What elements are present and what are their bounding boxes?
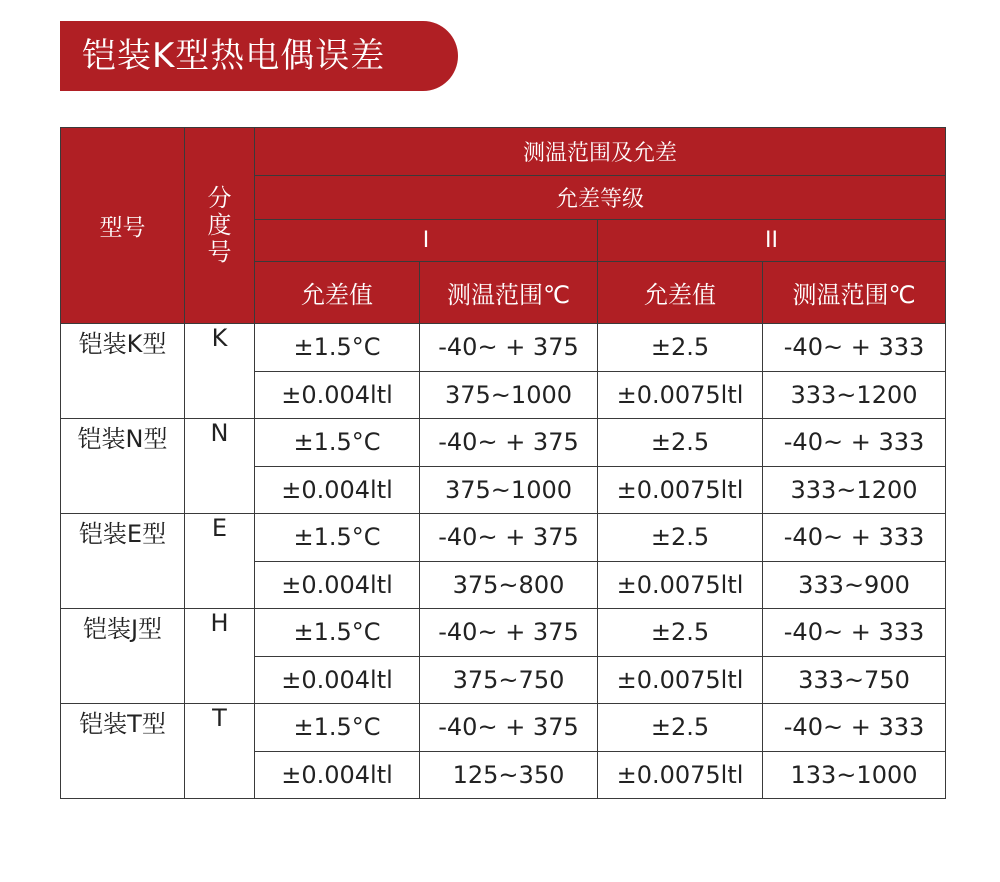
table-row (61, 514, 946, 562)
range-class1-cell: -40~ + 375 (420, 609, 598, 657)
tolerance-class2-cell: ±2.5 (598, 609, 763, 657)
tolerance-class1-cell: ±0.004ltl (255, 561, 420, 609)
range-class1-cell: 125~350 (420, 751, 598, 799)
model-cell: 铠装T型 (61, 704, 185, 799)
range-class2-cell: 333~1200 (763, 371, 946, 419)
header-measure-range-2: 测温范围℃ (763, 262, 946, 324)
tolerance-class1-cell: ±0.004ltl (255, 371, 420, 419)
grade-cell: E (185, 514, 255, 609)
tolerance-class1-cell: ±1.5°C (255, 609, 420, 657)
range-class1-cell: 375~800 (420, 561, 598, 609)
tolerance-class2-cell: ±0.0075ltl (598, 466, 763, 514)
tolerance-class1-cell: ±0.004ltl (255, 656, 420, 704)
header-grade-label: 分度号 (207, 184, 232, 266)
range-class2-cell: 333~750 (763, 656, 946, 704)
model-cell: 铠装N型 (61, 419, 185, 514)
range-class2-cell: -40~ + 333 (763, 324, 946, 372)
header-tolerance-value-2: 允差值 (598, 262, 763, 324)
table-row (61, 704, 946, 752)
grade-cell: N (185, 419, 255, 514)
model-cell: 铠装K型 (61, 324, 185, 419)
header-class-2: II (598, 220, 946, 262)
header-model: 型号 (61, 128, 185, 324)
model-cell: 铠装E型 (61, 514, 185, 609)
tolerance-class2-cell: ±0.0075ltl (598, 751, 763, 799)
tolerance-class2-cell: ±2.5 (598, 704, 763, 752)
range-class1-cell: -40~ + 375 (420, 704, 598, 752)
tolerance-class1-cell: ±1.5°C (255, 704, 420, 752)
tolerance-class2-cell: ±0.0075ltl (598, 561, 763, 609)
grade-cell: K (185, 324, 255, 419)
tolerance-class2-cell: ±0.0075ltl (598, 656, 763, 704)
tolerance-class2-cell: ±2.5 (598, 419, 763, 467)
table-row (61, 609, 946, 657)
range-class1-cell: -40~ + 375 (420, 419, 598, 467)
table-row (61, 324, 946, 372)
range-class1-cell: 375~1000 (420, 466, 598, 514)
model-cell: 铠装J型 (61, 609, 185, 704)
tolerance-class1-cell: ±1.5°C (255, 324, 420, 372)
tolerance-class1-cell: ±0.004ltl (255, 466, 420, 514)
page-title: 铠装K型热电偶误差 (60, 21, 458, 91)
range-class1-cell: -40~ + 375 (420, 324, 598, 372)
table-row (61, 419, 946, 467)
grade-cell: T (185, 704, 255, 799)
header-class-1: I (255, 220, 598, 262)
range-class2-cell: 333~900 (763, 561, 946, 609)
range-class2-cell: -40~ + 333 (763, 704, 946, 752)
header-range-tolerance: 测温范围及允差 (255, 128, 946, 176)
header-grade (185, 128, 255, 324)
tolerance-class2-cell: ±0.0075ltl (598, 371, 763, 419)
range-class2-cell: 133~1000 (763, 751, 946, 799)
range-class2-cell: -40~ + 333 (763, 514, 946, 562)
tolerance-class2-cell: ±2.5 (598, 514, 763, 562)
tolerance-class1-cell: ±1.5°C (255, 419, 420, 467)
range-class2-cell: 333~1200 (763, 466, 946, 514)
header-tolerance-value-1: 允差值 (255, 262, 420, 324)
range-class1-cell: 375~750 (420, 656, 598, 704)
thermocouple-tolerance-table (60, 127, 946, 799)
header-tolerance-class: 允差等级 (255, 176, 946, 220)
tolerance-class1-cell: ±1.5°C (255, 514, 420, 562)
grade-cell: H (185, 609, 255, 704)
range-class1-cell: -40~ + 375 (420, 514, 598, 562)
range-class2-cell: -40~ + 333 (763, 419, 946, 467)
tolerance-class2-cell: ±2.5 (598, 324, 763, 372)
range-class2-cell: -40~ + 333 (763, 609, 946, 657)
tolerance-class1-cell: ±0.004ltl (255, 751, 420, 799)
header-measure-range-1: 测温范围℃ (420, 262, 598, 324)
range-class1-cell: 375~1000 (420, 371, 598, 419)
